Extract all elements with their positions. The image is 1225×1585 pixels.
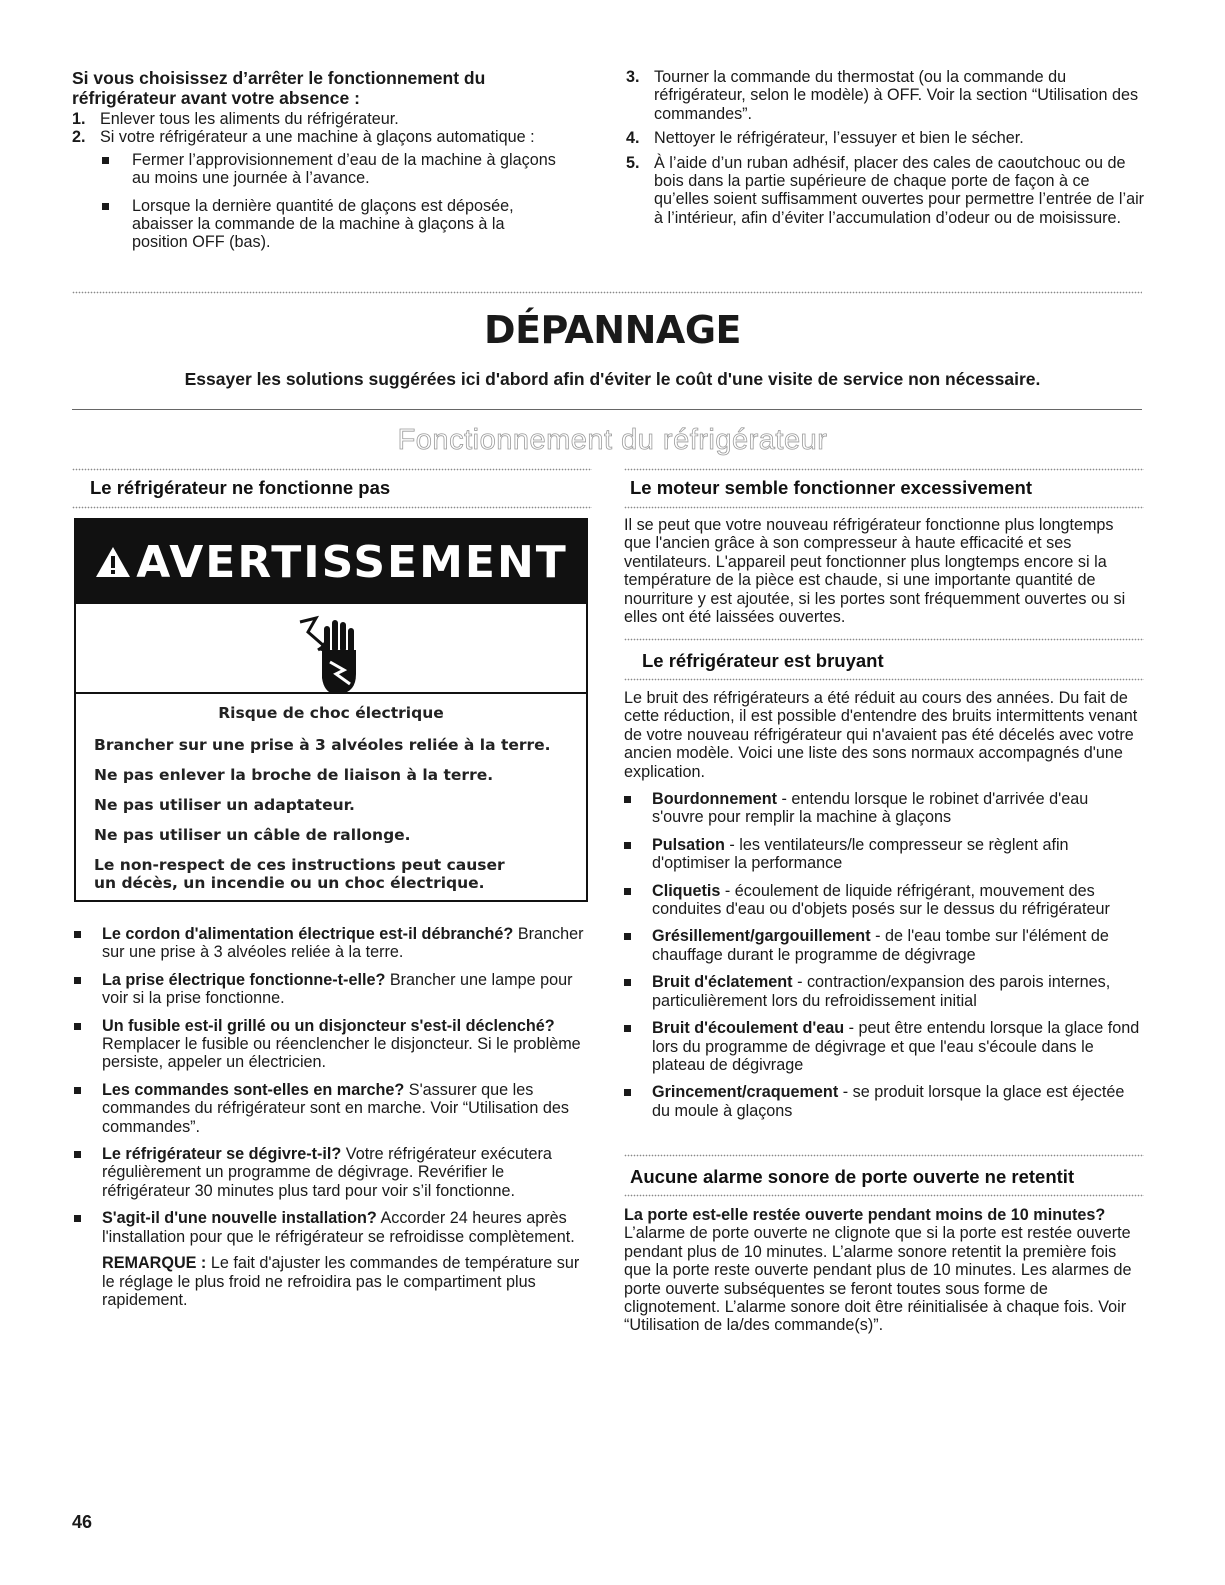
list-item: Grésillement/gargouillement - de l'eau tombe sur l'élément de chauffage durant le programme de dégivrage (624, 927, 1142, 964)
absence-steps (72, 110, 592, 252)
list-item: Bourdonnement - entendu lorsque le robinet d'arrivée d'eau s'ouvre pour remplir la machine à glaçons (624, 790, 1142, 827)
divider (624, 638, 1144, 641)
checks-list (74, 925, 584, 1318)
list-item: 2. Si votre réfrigérateur a une machine à glaçons automatique : Fermer l’approvisionnement d’eau de la machine à glaçons au moins une journée à l’avance. Lorsque la dernière quantité de glaçons est déposée, abaisser la commande de la machine à glaçons à la position OFF (bas). (72, 128, 592, 251)
alarm-text: La porte est-elle restée ouverte pendant moins de 10 minutes? L’alarme de porte ouverte ne clignote que si la porte est restée ouverte pendant plus de 10 minutes. L’alarme sonore retentit la première fois que la porte reste ouverte pendant plus de 10 minutes. Les alarmes de porte ouverte subséquentes se feront toutes sous forme de clignotement. L’alarme sonore doit être réinitialisée à chaque fois. Voir “Utilisation de la/des commande(s)”. (624, 1206, 1132, 1335)
divider (72, 468, 592, 471)
absence-heading: Si vous choisissez d’arrêter le fonctionnement du réfrigérateur avant votre absence : (72, 68, 486, 108)
list-item: Fermer l’approvisionnement d’eau de la machine à glaçons au moins une journée à l’avance. (100, 151, 562, 188)
divider (624, 1154, 1144, 1157)
divider (72, 409, 1142, 410)
noisy-intro: Le bruit des réfrigérateurs a été réduit au cours des années. Du fait de cette réduction, il est possible d'entendre des bruits intermittents venant de votre nouveau réfrigérateur qui n'avaient pas été décelés avec votre ancien modèle. Voici une liste des sons normaux accompagnés d'une explication. (624, 689, 1138, 781)
divider (624, 1194, 1144, 1197)
list-item: Lorsque la dernière quantité de glaçons est déposée, abaisser la commande de la machine à glaçons à la position OFF (bas). (100, 197, 562, 252)
list-item: Le réfrigérateur se dégivre-t-il? Votre réfrigérateur exécutera régulièrement un programme de dégivrage. Revérifier le réfrigérateur 30 minutes plus tard pour voir s’il fonctionne. (74, 1145, 584, 1200)
electric-shock-hand-icon (294, 612, 364, 702)
heading-not-working: Le réfrigérateur ne fonctionne pas (90, 477, 391, 498)
noisy-section (624, 689, 1142, 1129)
heading-noisy: Le réfrigérateur est bruyant (642, 650, 884, 671)
list-item: 5. À l’aide d’un ruban adhésif, placer des cales de caoutchouc ou de bois dans la partie supérieure de chaque porte de façon à ce qu’elles soient suffisamment ouvertes pour permettre l’entrée de l’air à l’intérieur, afin d’éviter l’accumulation d’odeur ou de moisissure. (626, 153, 1145, 227)
ice-maker-substeps (100, 151, 592, 252)
list-item: Pulsation - les ventilateurs/le compresseur se règlent afin d'optimiser la performance (624, 836, 1142, 873)
warning-triangle-icon (94, 545, 132, 579)
divider (72, 506, 592, 509)
list-item: La prise électrique fonctionne-t-elle? Brancher une lampe pour voir si la prise fonctionne. (74, 971, 584, 1008)
list-item: Les commandes sont-elles en marche? S'assurer que les commandes du réfrigérateur sont en marche. Voir “Utilisation des commandes”. (74, 1081, 584, 1136)
absence-section (72, 68, 592, 261)
divider (624, 468, 1144, 471)
page-subtitle: Essayer les solutions suggérées ici d'abord afin d'éviter le coût d'une visite de service non nécessaire. (184, 369, 1041, 389)
list-item: Bruit d'éclatement - contraction/expansion des parois internes, particulièrement lors du refroidissement initial (624, 973, 1142, 1010)
list-item: Cliquetis - écoulement de liquide réfrigérant, mouvement des conduites d'eau ou d'objets posés sur le dessus du réfrigérateur (624, 882, 1142, 919)
divider (624, 506, 1144, 509)
heading-alarm: Aucune alarme sonore de porte ouverte ne retentit (630, 1166, 1075, 1187)
section-title: Fonctionnement du réfrigérateur (397, 424, 828, 456)
page-title: DÉPANNAGE (484, 308, 741, 352)
list-item: Un fusible est-il grillé ou un disjoncteur s'est-il déclenché? Remplacer le fusible ou réenclencher le disjoncteur. Si le problème persiste, appeler un électricien. (74, 1017, 584, 1072)
list-item: 3. Tourner la commande du thermostat (ou la commande du réfrigérateur, selon le modèle) à OFF. Voir la section “Utilisation des commandes”. (626, 68, 1139, 123)
list-item: 1. Enlever tous les aliments du réfrigérateur. (72, 110, 399, 128)
page-number: 46 (72, 1512, 93, 1532)
heading-motor: Le moteur semble fonctionner excessivement (630, 477, 1032, 498)
warning-box (74, 518, 588, 902)
list-item: 4. Nettoyer le réfrigérateur, l’essuyer et bien le sécher. (626, 129, 1024, 148)
divider (72, 291, 1142, 294)
list-item: Le cordon d'alimentation électrique est-il débranché? Brancher sur une prise à 3 alvéoles reliée à la terre. (74, 925, 584, 962)
list-item: Bruit d'écoulement d'eau - peut être entendu lorsque la glace fond lors du programme de dégivrage et que l'eau s'écoule dans le plateau de dégivrage (624, 1019, 1142, 1074)
warning-banner: AVERTISSEMENT (76, 520, 586, 604)
note: REMARQUE : Le fait d'ajuster les commandes de température sur le réglage le plus froid ne refroidira pas le compartiment plus rapidement. (102, 1254, 580, 1309)
absence-steps-continued (626, 68, 1146, 227)
divider (624, 678, 1144, 681)
list-item: S'agit-il d'une nouvelle installation? Accorder 24 heures après l'installation pour que le réfrigérateur se refroidisse complètement. REMARQUE : Le fait d'ajuster les commandes de température sur le réglage le plus froid ne refroidira pas le compartiment plus rapidement. (74, 1209, 584, 1309)
divider (76, 692, 586, 694)
warning-text: Risque de choc électrique Brancher sur une prise à 3 alvéoles reliée à la terre. Ne pas enlever la broche de liaison à la terre. Ne pas utiliser un adaptateur. Ne pas utiliser un câble de rallonge. Le non-respect de ces instructions peut causer un décès, un incendie ou un choc électrique. (94, 704, 551, 892)
list-item: Grincement/craquement - se produit lorsque la glace est éjectée du moule à glaçons (624, 1083, 1142, 1120)
motor-text: Il se peut que votre nouveau réfrigérateur fonctionne plus longtemps que l'ancien grâce à son compresseur à haute efficacité et ses ventilateurs. L'appareil peut fonctionner plus longtemps encore si la température de la pièce est chaude, si une importante quantité de nourriture y est ajoutée, si les portes sont fréquemment ouvertes ou si elles ont été laissées ouvertes. (624, 516, 1126, 627)
